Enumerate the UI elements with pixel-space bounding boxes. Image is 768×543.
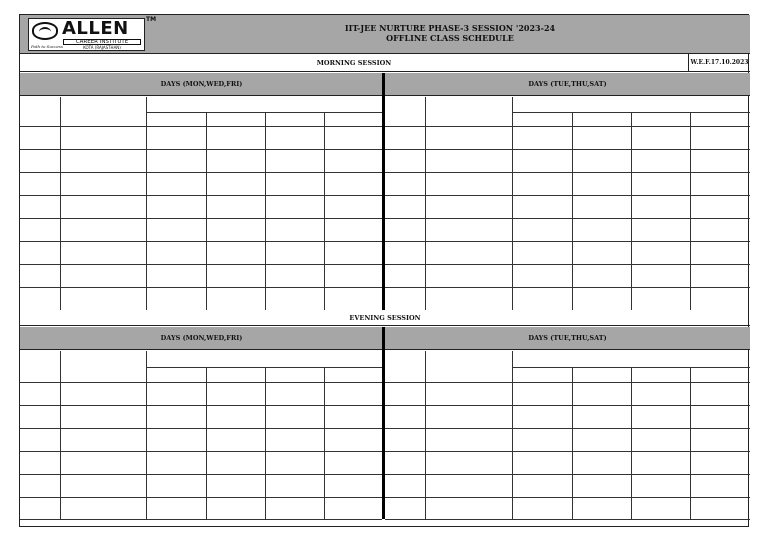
grid-row-line <box>385 382 750 383</box>
grid-subheader-line <box>146 367 382 368</box>
grid-column-line <box>690 112 691 310</box>
logo-subtitle: CAREER INSTITUTE <box>63 39 141 45</box>
grid-row-line <box>385 126 750 127</box>
grid-column-line <box>690 367 691 519</box>
grid-row-line <box>20 287 382 288</box>
grid-row-line <box>385 241 750 242</box>
grid-row-line <box>20 405 382 406</box>
grid-row-line <box>20 218 382 219</box>
grid-row-line <box>385 497 750 498</box>
grid-row-line <box>20 195 382 196</box>
grid-row-line <box>385 428 750 429</box>
morning-session-bar <box>20 54 750 72</box>
grid-column-line <box>60 351 61 519</box>
grid-row-line <box>20 428 382 429</box>
morning-days-tts: DAYS (TUE,THU,SAT) <box>385 73 750 96</box>
morning-days-mwf: DAYS (MON,WED,FRI) <box>20 73 383 96</box>
grid-column-line <box>631 112 632 310</box>
grid-row-line <box>385 451 750 452</box>
grid-column-line <box>146 97 147 310</box>
grid-row-line <box>20 451 382 452</box>
grid-column-line <box>425 351 426 519</box>
grid-row-line <box>20 149 382 150</box>
logo-tagline: Path to Success <box>31 44 63 49</box>
grid-subheader-line <box>146 112 382 113</box>
grid-column-line <box>572 367 573 519</box>
schedule-header <box>20 15 750 54</box>
grid-row-line <box>385 172 750 173</box>
grid-row-line <box>385 474 750 475</box>
evening-session-label: EVENING SESSION <box>20 310 750 326</box>
grid-row-line <box>385 218 750 219</box>
grid-column-line <box>60 97 61 310</box>
page-title: IIT-JEE NURTURE PHASE-3 SESSION '2023-24 <box>344 23 556 33</box>
grid-column-line <box>631 367 632 519</box>
grid-row-line <box>385 264 750 265</box>
grid-row-line <box>385 195 750 196</box>
grid-row-line <box>385 405 750 406</box>
grid-column-line <box>425 97 426 310</box>
grid-row-line <box>385 519 750 520</box>
grid-column-line <box>572 112 573 310</box>
grid-row-line <box>20 519 382 520</box>
grid-row-line <box>20 126 382 127</box>
allen-emblem-icon <box>32 22 58 40</box>
grid-row-line <box>20 382 382 383</box>
grid-column-line <box>206 367 207 519</box>
grid-row-line <box>20 474 382 475</box>
allen-logo <box>28 18 145 51</box>
grid-row-line <box>20 264 382 265</box>
evening-divider <box>382 327 385 519</box>
wef-date: W.E.F.17.10.2023 <box>688 54 750 72</box>
grid-column-line <box>512 97 513 310</box>
grid-column-line <box>265 367 266 519</box>
grid-row-line <box>20 172 382 173</box>
grid-row-line <box>20 497 382 498</box>
grid-column-line <box>512 351 513 519</box>
grid-column-line <box>265 112 266 310</box>
grid-row-line <box>385 287 750 288</box>
evening-days-mwf: DAYS (MON,WED,FRI) <box>20 327 383 350</box>
schedule-sheet <box>19 14 749 527</box>
logo-city: KOTA (RAJASTHAN) <box>83 45 121 50</box>
page-subtitle: OFFLINE CLASS SCHEDULE <box>386 33 514 43</box>
grid-column-line <box>324 367 325 519</box>
logo-name: ALLEN <box>62 18 129 39</box>
morning-divider <box>382 73 385 310</box>
evening-days-tts: DAYS (TUE,THU,SAT) <box>385 327 750 350</box>
grid-column-line <box>146 351 147 519</box>
logo-trademark: TM <box>146 16 157 23</box>
grid-row-line <box>20 241 382 242</box>
grid-column-line <box>324 112 325 310</box>
grid-row-line <box>385 149 750 150</box>
grid-column-line <box>206 112 207 310</box>
morning-session-label: MORNING SESSION <box>316 59 392 67</box>
